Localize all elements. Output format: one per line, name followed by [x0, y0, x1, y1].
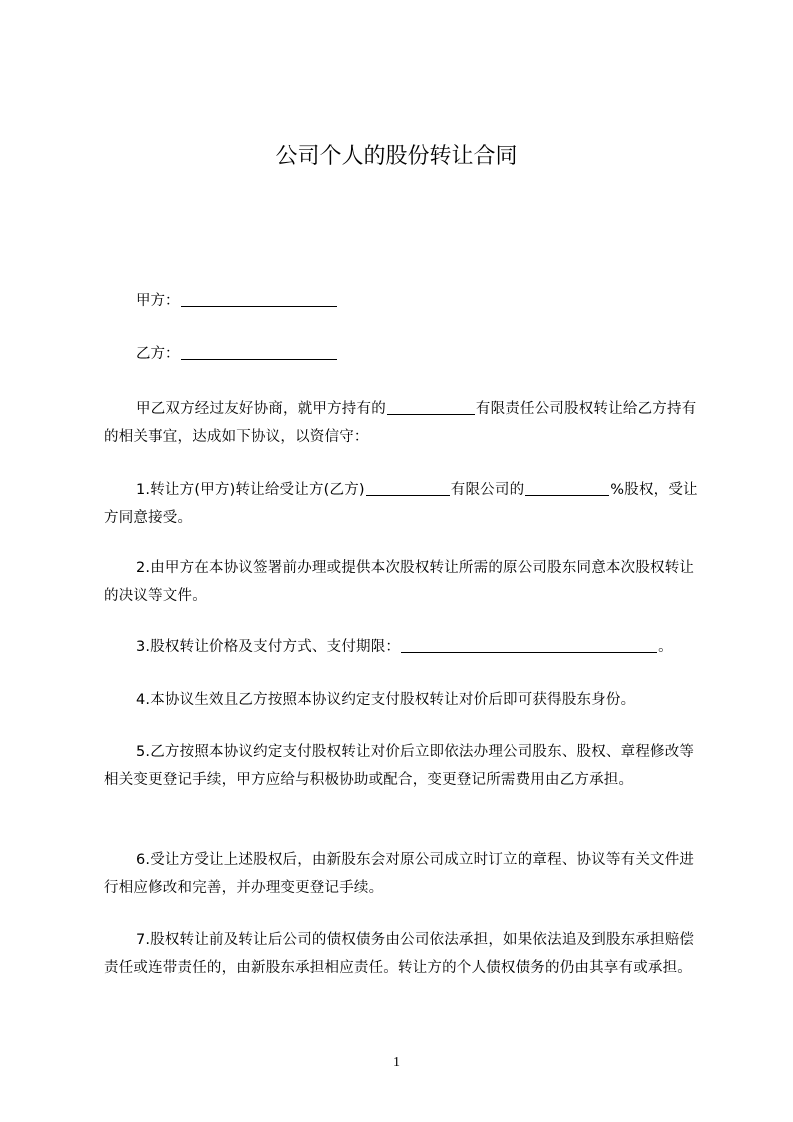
clause-3-text-1: 3.股权转让价格及支付方式、支付期限： — [136, 639, 401, 655]
clause-1-text-1: 1.转让方(甲方)转让给受让方(乙方) — [136, 482, 365, 498]
clause-6-text: 6.受让方受让上述股权后，由新股东会对原公司成立时订立的章程、协议等有关文件进行相应修改和完善，并办理变更登记手续。 — [104, 852, 695, 896]
clause-2 — [104, 554, 700, 610]
party-b-blank[interactable] — [181, 343, 337, 360]
clause-5-text: 5.乙方按照本协议约定支付股权转让对价后立即依法办理公司股东、股权、章程修改等相关变更登记手续，甲方应给与积极协助或配合，变更登记所需费用由乙方承担。 — [104, 744, 695, 788]
clause-3-text-2: 。 — [658, 639, 673, 655]
clause-1-text-3: %股权，受让方同意接受。 — [104, 482, 698, 526]
document-title: 公司个人的股份转让合同 — [275, 144, 518, 169]
clause-4-text: 4.本协议生效且乙方按照本协议约定支付股权转让对价后即可获得股东身份。 — [136, 692, 636, 708]
party-b-line — [108, 340, 698, 368]
intro-paragraph — [104, 395, 700, 451]
clause-5 — [104, 738, 700, 794]
clause-3-price-blank[interactable] — [401, 636, 657, 653]
clause-1 — [104, 476, 700, 532]
intro-text-1: 甲乙双方经过友好协商，就甲方持有的 — [136, 401, 386, 417]
party-a-label: 甲方： — [136, 293, 180, 309]
clause-4 — [104, 686, 700, 714]
party-a-line — [108, 287, 698, 315]
clause-1-company-blank[interactable] — [366, 479, 450, 496]
clause-7 — [104, 926, 700, 982]
company-blank[interactable] — [387, 398, 475, 415]
clause-7-text: 7.股权转让前及转让后公司的债权债务由公司依法承担，如果依法追及到股东承担赔偿责任或连带责任的，由新股东承担相应责任。转让方的个人债权债务的仍由其享有或承担。 — [104, 932, 695, 976]
party-b-label: 乙方： — [136, 346, 180, 362]
page-number: 1 — [393, 1055, 400, 1070]
clause-1-text-2: 有限公司的 — [450, 482, 525, 498]
clause-3 — [104, 633, 700, 661]
clause-2-text: 2.由甲方在本协议签署前办理或提供本次股权转让所需的原公司股东同意本次股权转让的决议等文件。 — [104, 560, 695, 604]
clause-1-percent-blank[interactable] — [525, 479, 609, 496]
party-a-blank[interactable] — [181, 290, 337, 307]
clause-6 — [104, 846, 700, 902]
intro-text-2: 有限责任公司股权转让给乙方持有的相关事宜，达成如下协议，以资信守： — [104, 401, 697, 445]
